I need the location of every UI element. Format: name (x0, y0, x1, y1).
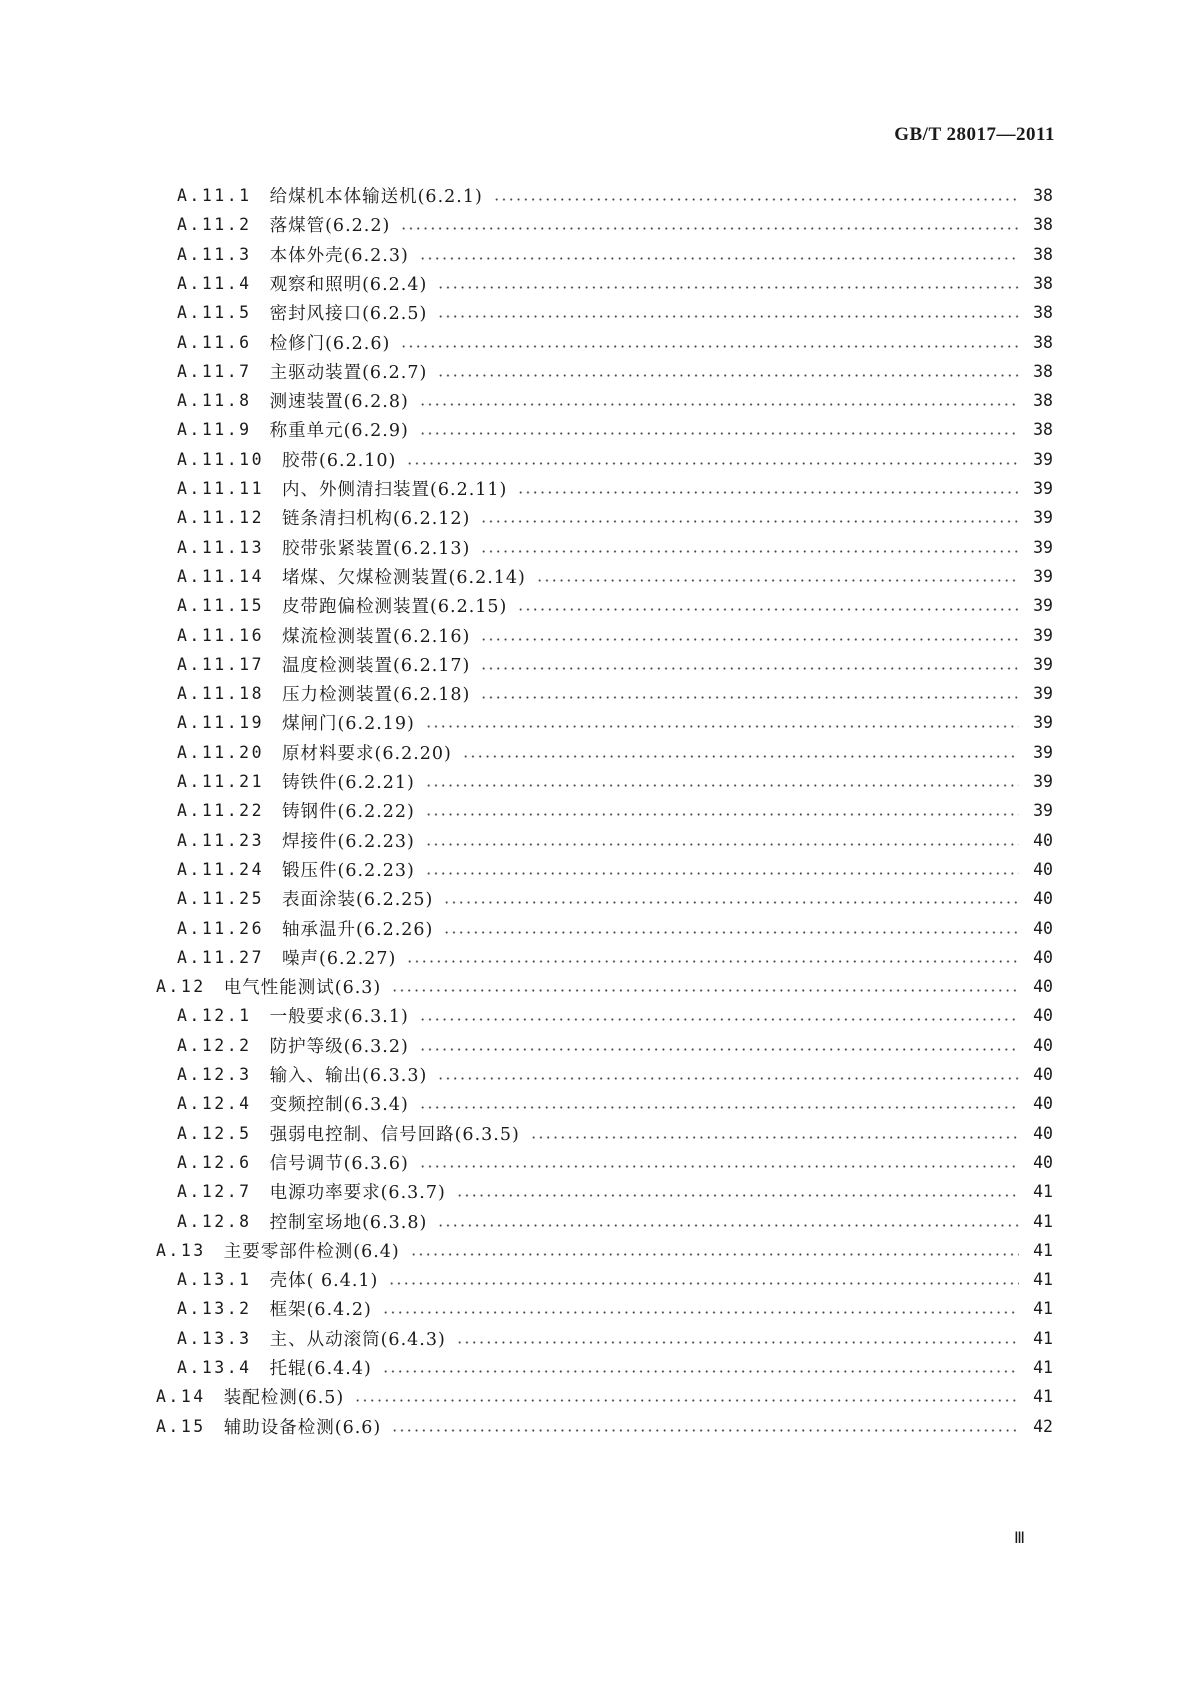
toc-entry[interactable] (177, 590, 1053, 621)
dot-leader (400, 227, 1019, 230)
toc-entry[interactable] (177, 1030, 1053, 1061)
toc-entry-number: A.11.10 (177, 449, 265, 469)
toc-entry[interactable] (156, 1381, 1053, 1412)
toc-entry-title: 框架(6.4.2) (269, 1300, 372, 1321)
toc-entry-page: 38 (1033, 303, 1053, 323)
dot-leader (456, 1194, 1019, 1197)
toc-entry[interactable] (177, 502, 1053, 533)
toc-entry-page: 41 (1033, 1387, 1053, 1407)
toc-entry[interactable] (177, 180, 1053, 211)
toc-entry-number: A.11.22 (177, 801, 265, 821)
toc-entry-number: A.11.11 (177, 479, 265, 498)
toc-entry-title: 检修门(6.2.6) (269, 333, 391, 354)
toc-entry-page: 40 (1033, 1123, 1053, 1143)
toc-entry-number: A.11.25 (177, 889, 265, 909)
toc-entry-number: A.11.13 (177, 537, 265, 557)
dot-leader (462, 755, 1019, 758)
toc-entry[interactable] (156, 1235, 1053, 1266)
dot-leader (425, 872, 1019, 875)
toc-entry[interactable] (177, 649, 1053, 680)
toc-entry-page: 40 (1033, 1035, 1053, 1055)
toc-entry-title: 一般要求(6.3.1) (269, 1007, 409, 1028)
dot-leader (406, 462, 1019, 465)
dot-leader (425, 784, 1019, 787)
toc-entry-title: 煤流检测装置(6.2.16) (282, 626, 471, 647)
toc-entry[interactable] (177, 1352, 1053, 1383)
dot-leader (419, 1165, 1019, 1168)
toc-entry-number: A.11.23 (177, 830, 265, 850)
toc-entry-page: 41 (1033, 1328, 1053, 1348)
toc-entry-title: 信号调节(6.3.6) (269, 1153, 409, 1174)
toc-entry-page: 39 (1033, 508, 1053, 528)
toc-entry-title: 皮带跑偏检测装置(6.2.15) (282, 597, 508, 618)
toc-entry-page: 41 (1033, 1299, 1053, 1319)
toc-entry[interactable] (177, 1147, 1053, 1178)
toc-entry-page: 40 (1033, 918, 1053, 938)
toc-entry-title: 观察和照明(6.2.4) (269, 274, 428, 295)
toc-entry-number: A.13.2 (177, 1299, 252, 1319)
dot-leader (517, 608, 1019, 611)
toc-entry-number: A.12.1 (177, 1006, 252, 1026)
dot-leader (425, 725, 1019, 728)
toc-entry-page: 39 (1033, 772, 1053, 791)
toc-entry-page: 41 (1033, 1240, 1053, 1260)
toc-entry-page: 38 (1033, 273, 1053, 293)
toc-entry-number: A.12.5 (177, 1123, 252, 1143)
toc-entry-title: 铸钢件(6.2.22) (282, 802, 415, 823)
toc-entry-title: 主驱动装置(6.2.7) (269, 362, 428, 383)
toc-entry[interactable] (177, 561, 1053, 592)
toc-entry-number: A.12.7 (177, 1182, 252, 1202)
dot-leader (536, 579, 1019, 582)
toc-entry-number: A.11.3 (177, 244, 252, 264)
toc-entry-title: 本体外壳(6.2.3) (269, 245, 409, 266)
toc-entry-title: 原材料要求(6.2.20) (282, 743, 452, 764)
toc-entry-page: 39 (1033, 449, 1053, 469)
toc-entry-page: 41 (1033, 1270, 1053, 1290)
dot-leader (480, 550, 1019, 553)
toc-entry-number: A.11.26 (177, 918, 265, 938)
toc-entry-page: 40 (1033, 1065, 1053, 1084)
toc-entry-title: 主要零部件检测(6.4) (223, 1241, 400, 1262)
toc-entry-number: A.13 (156, 1240, 206, 1260)
dot-leader (406, 960, 1019, 963)
toc-entry-number: A.15 (156, 1416, 206, 1436)
dot-leader (480, 520, 1019, 523)
toc-entry-page: 39 (1033, 742, 1053, 762)
dot-leader (419, 257, 1019, 260)
dot-leader (480, 696, 1019, 699)
toc-entry-page: 38 (1033, 391, 1053, 411)
toc-entry-title: 温度检测装置(6.2.17) (282, 655, 471, 676)
dot-leader (480, 638, 1019, 641)
toc-entry-number: A.11.15 (177, 596, 265, 616)
toc-entry[interactable] (177, 1176, 1053, 1207)
toc-entry[interactable] (177, 737, 1053, 768)
dot-leader (425, 843, 1019, 846)
dot-leader (419, 1018, 1019, 1021)
toc-entry-number: A.13.3 (177, 1328, 252, 1348)
dot-leader (530, 1136, 1019, 1139)
toc-entry-number: A.11.1 (177, 186, 252, 205)
toc-entry-title: 表面涂装(6.2.25) (282, 890, 434, 911)
standard-code-header: GB/T 28017—2011 (894, 124, 1055, 145)
toc-entry[interactable] (177, 444, 1053, 475)
toc-entry-page: 40 (1033, 830, 1053, 850)
toc-entry-page: 38 (1033, 332, 1053, 352)
toc-entry-number: A.12.6 (177, 1152, 252, 1172)
toc-entry-title: 主、从动滚筒(6.4.3) (269, 1329, 446, 1350)
toc-entry-page: 41 (1033, 1358, 1053, 1377)
dot-leader (419, 1048, 1019, 1051)
dot-leader (437, 315, 1019, 318)
dot-leader (410, 1253, 1019, 1256)
toc-entry[interactable] (177, 532, 1053, 563)
toc-entry-title: 落煤管(6.2.2) (269, 216, 391, 237)
toc-entry[interactable] (177, 385, 1053, 416)
toc-entry-page: 39 (1033, 537, 1053, 557)
toc-entry-number: A.13.4 (177, 1358, 252, 1377)
toc-entry-page: 40 (1033, 889, 1053, 909)
toc-entry-title: 变频控制(6.3.4) (269, 1095, 409, 1116)
toc-entry[interactable] (177, 1206, 1053, 1237)
toc-entry-page: 39 (1033, 654, 1053, 674)
toc-entry-number: A.11.14 (177, 566, 265, 586)
toc-entry-number: A.11.5 (177, 303, 252, 323)
toc-entry-number: A.11.17 (177, 654, 265, 674)
toc-entry[interactable] (177, 1059, 1053, 1090)
toc-entry-page: 39 (1033, 801, 1053, 821)
toc-entry-number: A.12.2 (177, 1035, 252, 1055)
toc-entry[interactable] (177, 620, 1053, 651)
toc-entry-number: A.12.4 (177, 1094, 252, 1114)
toc-entry[interactable] (177, 854, 1053, 885)
toc-entry-page: 38 (1033, 215, 1053, 235)
toc-entry-number: A.12.8 (177, 1211, 252, 1231)
toc-entry[interactable] (177, 356, 1053, 387)
toc-entry-number: A.12.3 (177, 1065, 252, 1084)
dot-leader (419, 1106, 1019, 1109)
toc-entry-number: A.13.1 (177, 1270, 252, 1290)
toc-entry-page: 40 (1033, 977, 1053, 997)
toc-entry-number: A.14 (156, 1387, 206, 1407)
toc-entry-title: 噪声(6.2.27) (282, 948, 397, 969)
toc-entry[interactable] (177, 1293, 1053, 1324)
toc-entry-page: 39 (1033, 625, 1053, 645)
toc-entry[interactable] (177, 1118, 1053, 1149)
toc-entry[interactable] (177, 883, 1053, 914)
toc-entry-number: A.11.6 (177, 332, 252, 352)
toc-entry-number: A.11.27 (177, 947, 265, 967)
toc-entry-number: A.11.21 (177, 772, 265, 791)
dot-leader (391, 989, 1019, 992)
toc-entry[interactable] (177, 297, 1053, 328)
toc-entry[interactable] (156, 1411, 1053, 1442)
toc-entry[interactable] (177, 209, 1053, 240)
toc-entry[interactable] (177, 239, 1053, 270)
toc-entry-page: 40 (1033, 859, 1053, 879)
toc-entry[interactable] (177, 268, 1053, 299)
toc-entry[interactable] (177, 1323, 1053, 1354)
toc-entry-title: 胶带(6.2.10) (282, 450, 397, 471)
toc-entry-page: 40 (1033, 1152, 1053, 1172)
toc-entry-page: 40 (1033, 1094, 1053, 1114)
toc-entry-page: 39 (1033, 684, 1053, 704)
toc-entry-page: 42 (1033, 1416, 1053, 1436)
toc-entry-title: 防护等级(6.3.2) (269, 1036, 409, 1057)
toc-entry-page: 39 (1033, 713, 1053, 733)
toc-entry-page: 38 (1033, 361, 1053, 381)
toc-entry-title: 辅助设备检测(6.6) (223, 1417, 382, 1438)
toc-entry-title: 输入、输出(6.3.3) (269, 1066, 428, 1086)
dot-leader (391, 1429, 1019, 1432)
toc-entry[interactable] (156, 971, 1053, 1002)
toc-entry-page: 38 (1033, 186, 1053, 205)
dot-leader (388, 1282, 1019, 1285)
toc-entry-title: 内、外侧清扫装置(6.2.11) (282, 480, 508, 500)
toc-entry-title: 测速装置(6.2.8) (269, 392, 409, 413)
toc-entry-page: 39 (1033, 566, 1053, 586)
toc-entry-title: 强弱电控制、信号回路(6.3.5) (269, 1124, 520, 1145)
toc-entry-title: 铸铁件(6.2.21) (282, 773, 415, 793)
toc-entry-number: A.11.7 (177, 361, 252, 381)
toc-entry-title: 电源功率要求(6.3.7) (269, 1183, 446, 1204)
dot-leader (443, 931, 1019, 934)
dot-leader (437, 1077, 1019, 1080)
dot-leader (480, 667, 1019, 670)
toc-entry-page: 39 (1033, 479, 1053, 498)
toc-entry-title: 胶带张紧装置(6.2.13) (282, 538, 471, 559)
toc-entry-page: 40 (1033, 947, 1053, 967)
toc-entry-title: 密封风接口(6.2.5) (269, 304, 428, 325)
toc-entry-number: A.11.16 (177, 625, 265, 645)
toc-entry[interactable] (177, 942, 1053, 973)
dot-leader (419, 403, 1019, 406)
toc-entry-page: 41 (1033, 1182, 1053, 1202)
toc-entry-number: A.11.8 (177, 391, 252, 411)
toc-entry-title: 称重单元(6.2.9) (269, 421, 409, 442)
toc-entry-page: 40 (1033, 1006, 1053, 1026)
dot-leader (443, 901, 1019, 904)
toc-entry-title: 锻压件(6.2.23) (282, 860, 415, 881)
toc-entry[interactable] (177, 825, 1053, 856)
toc-entry-number: A.11.2 (177, 215, 252, 235)
page-number-roman: Ⅲ (1013, 1530, 1025, 1547)
toc-entry-title: 堵煤、欠煤检测装置(6.2.14) (282, 567, 526, 588)
toc-entry-number: A.11.20 (177, 742, 265, 762)
toc-entry[interactable] (177, 327, 1053, 358)
toc-entry[interactable] (177, 707, 1053, 738)
toc-entry-title: 轴承温升(6.2.26) (282, 919, 434, 940)
dot-leader (425, 813, 1019, 816)
toc-entry-title: 电气性能测试(6.3) (223, 978, 382, 999)
toc-entry-title: 给煤机本体输送机(6.2.1) (269, 187, 483, 207)
toc-entry-title: 装配检测(6.5) (223, 1388, 345, 1409)
toc-entry-title: 链条清扫机构(6.2.12) (282, 509, 471, 530)
dot-leader (456, 1341, 1019, 1344)
toc-entry-number: A.11.12 (177, 508, 265, 528)
toc-entry[interactable] (177, 913, 1053, 944)
toc-entry[interactable] (177, 795, 1053, 826)
toc-entry-title: 托辊(6.4.4) (269, 1359, 372, 1379)
toc-entry-page: 38 (1033, 244, 1053, 264)
toc-entry-number: A.11.18 (177, 684, 265, 704)
toc-entry[interactable] (177, 678, 1053, 709)
toc-entry-page: 39 (1033, 596, 1053, 616)
dot-leader (437, 286, 1019, 289)
dot-leader (437, 374, 1019, 377)
toc-entry[interactable] (177, 1000, 1053, 1031)
toc-entry-title: 压力检测装置(6.2.18) (282, 685, 471, 706)
dot-leader (517, 491, 1019, 494)
toc-entry[interactable] (177, 414, 1053, 445)
toc-entry-title: 控制室场地(6.3.8) (269, 1212, 428, 1233)
toc-entry-page: 41 (1033, 1211, 1053, 1231)
toc-entry-number: A.11.19 (177, 713, 265, 733)
toc-entry-title: 焊接件(6.2.23) (282, 831, 415, 852)
toc-entry-number: A.12 (156, 977, 206, 997)
toc-entry-number: A.11.24 (177, 859, 265, 879)
dot-leader (382, 1370, 1019, 1373)
dot-leader (382, 1311, 1019, 1314)
toc-entry[interactable] (177, 1264, 1053, 1295)
dot-leader (354, 1399, 1019, 1402)
toc-entry-number: A.11.4 (177, 273, 252, 293)
toc-entry[interactable] (177, 1088, 1053, 1119)
dot-leader (437, 1224, 1019, 1227)
toc-entry-title: 壳体( 6.4.1) (269, 1271, 379, 1292)
toc-entry-page: 38 (1033, 420, 1053, 440)
dot-leader (493, 198, 1019, 201)
toc-entry[interactable] (177, 766, 1053, 797)
toc-entry-title: 煤闸门(6.2.19) (282, 714, 415, 735)
toc-entry-number: A.11.9 (177, 420, 252, 440)
dot-leader (419, 432, 1019, 435)
toc-entry[interactable] (177, 473, 1053, 504)
dot-leader (400, 345, 1019, 348)
